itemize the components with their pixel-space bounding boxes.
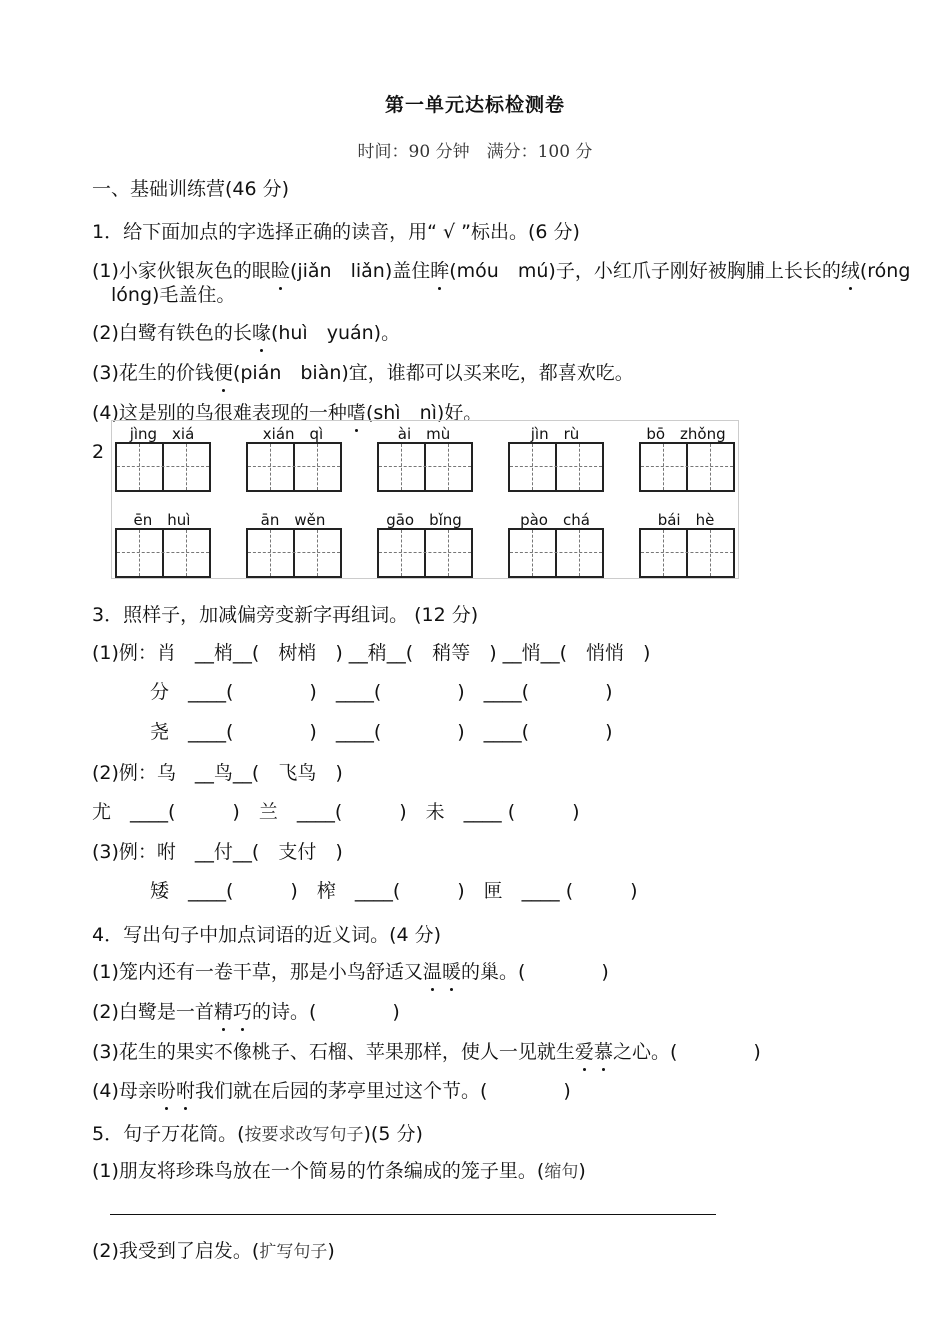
writing-box[interactable] (115, 528, 211, 578)
answer-line[interactable] (110, 1214, 716, 1215)
q5-line1: (1)朋友将珍珠鸟放在一个简易的竹条编成的笼子里。(缩句) (92, 1160, 586, 1182)
q5-line2: (2)我受到了启发。(扩写句子) (92, 1240, 335, 1262)
writing-box[interactable] (377, 528, 473, 578)
q1-line2: (2)白鹭有铁色的长喙(huì yuán)。 (92, 318, 400, 345)
q4-line3[interactable]: (3)花生的果实不像桃子、石榴、苹果那样，使人一见就生爱慕之心。( ) (92, 1037, 761, 1064)
q5-heading: 5．句子万花筒。(按要求改写句子)(5 分) (92, 1123, 423, 1145)
q3-example3: (3)例：咐 __付__( 支付 ) (92, 841, 343, 863)
writing-box[interactable] (246, 528, 342, 578)
q2-number: 2 (92, 441, 105, 463)
q1-line4: (4)这是别的鸟很难表现的一种嗜(shì nì)好。 (92, 398, 482, 425)
q4-heading: 4．写出句子中加点词语的近义词。(4 分) (92, 924, 442, 946)
exam-info: 时间：90 分钟 满分：100 分 (357, 142, 593, 162)
q1-line1: (1)小家伙银灰色的眼睑(jiǎn liǎn)盖住眸(móu mú)子，小红爪子刚好被胸脯上长长的绒(róng (92, 256, 910, 283)
q4-line4[interactable]: (4)母亲吩咐我们就在后园的茅亭里过这个节。( ) (92, 1076, 571, 1103)
q3-heading: 3．照样子，加减偏旁变新字再组词。 (12 分) (92, 604, 479, 626)
writing-box[interactable] (508, 528, 604, 578)
writing-box[interactable] (508, 442, 604, 492)
q3-row-yao[interactable]: 尧 ____( ) ____( ) ____( ) (150, 721, 613, 743)
q3-example2: (2)例：乌 __鸟__( 飞鸟 ) (92, 762, 343, 784)
q4-line2[interactable]: (2)白鹭是一首精巧的诗。( ) (92, 997, 400, 1024)
q1-heading: 1．给下面加点的字选择正确的读音，用“ √ ”标出。(6 分) (92, 221, 580, 243)
writing-box[interactable] (639, 442, 735, 492)
q3-example1: (1)例：肖 __梢__( 树梢 ) __稍__( 稍等 ) __悄__( 悄悄 ) (92, 642, 651, 664)
page-title: 第一单元达标检测卷 (384, 94, 565, 116)
q3-row-ai[interactable]: 矮 ____( ) 榨 ____( ) 匣 ____ ( ) (150, 880, 638, 902)
section-heading: 一、基础训练营(46 分) (92, 178, 290, 200)
q4-line1[interactable]: (1)笼内还有一卷干草，那是小鸟舒适又温暖的巢。( ) (92, 957, 609, 984)
q3-row-you[interactable]: 尤 ____( ) 兰 ____( ) 未 ____ ( ) (92, 801, 580, 823)
writing-box[interactable] (377, 442, 473, 492)
writing-box[interactable] (246, 442, 342, 492)
q3-row-fen[interactable]: 分 ____( ) ____( ) ____( ) (150, 681, 613, 703)
q1-line3: (3)花生的价钱便(pián biàn)宜，谁都可以买来吃，都喜欢吃。 (92, 358, 634, 385)
writing-box[interactable] (115, 442, 211, 492)
pinyin-grid: jìng xiá xián qì ài mù jìn rù bō zhǒng ēn huì ān wěn gāo bǐng pào chá bái hè (111, 420, 739, 579)
writing-box[interactable] (639, 528, 735, 578)
q1-line1-cont: lóng)毛盖住。 (111, 284, 236, 306)
